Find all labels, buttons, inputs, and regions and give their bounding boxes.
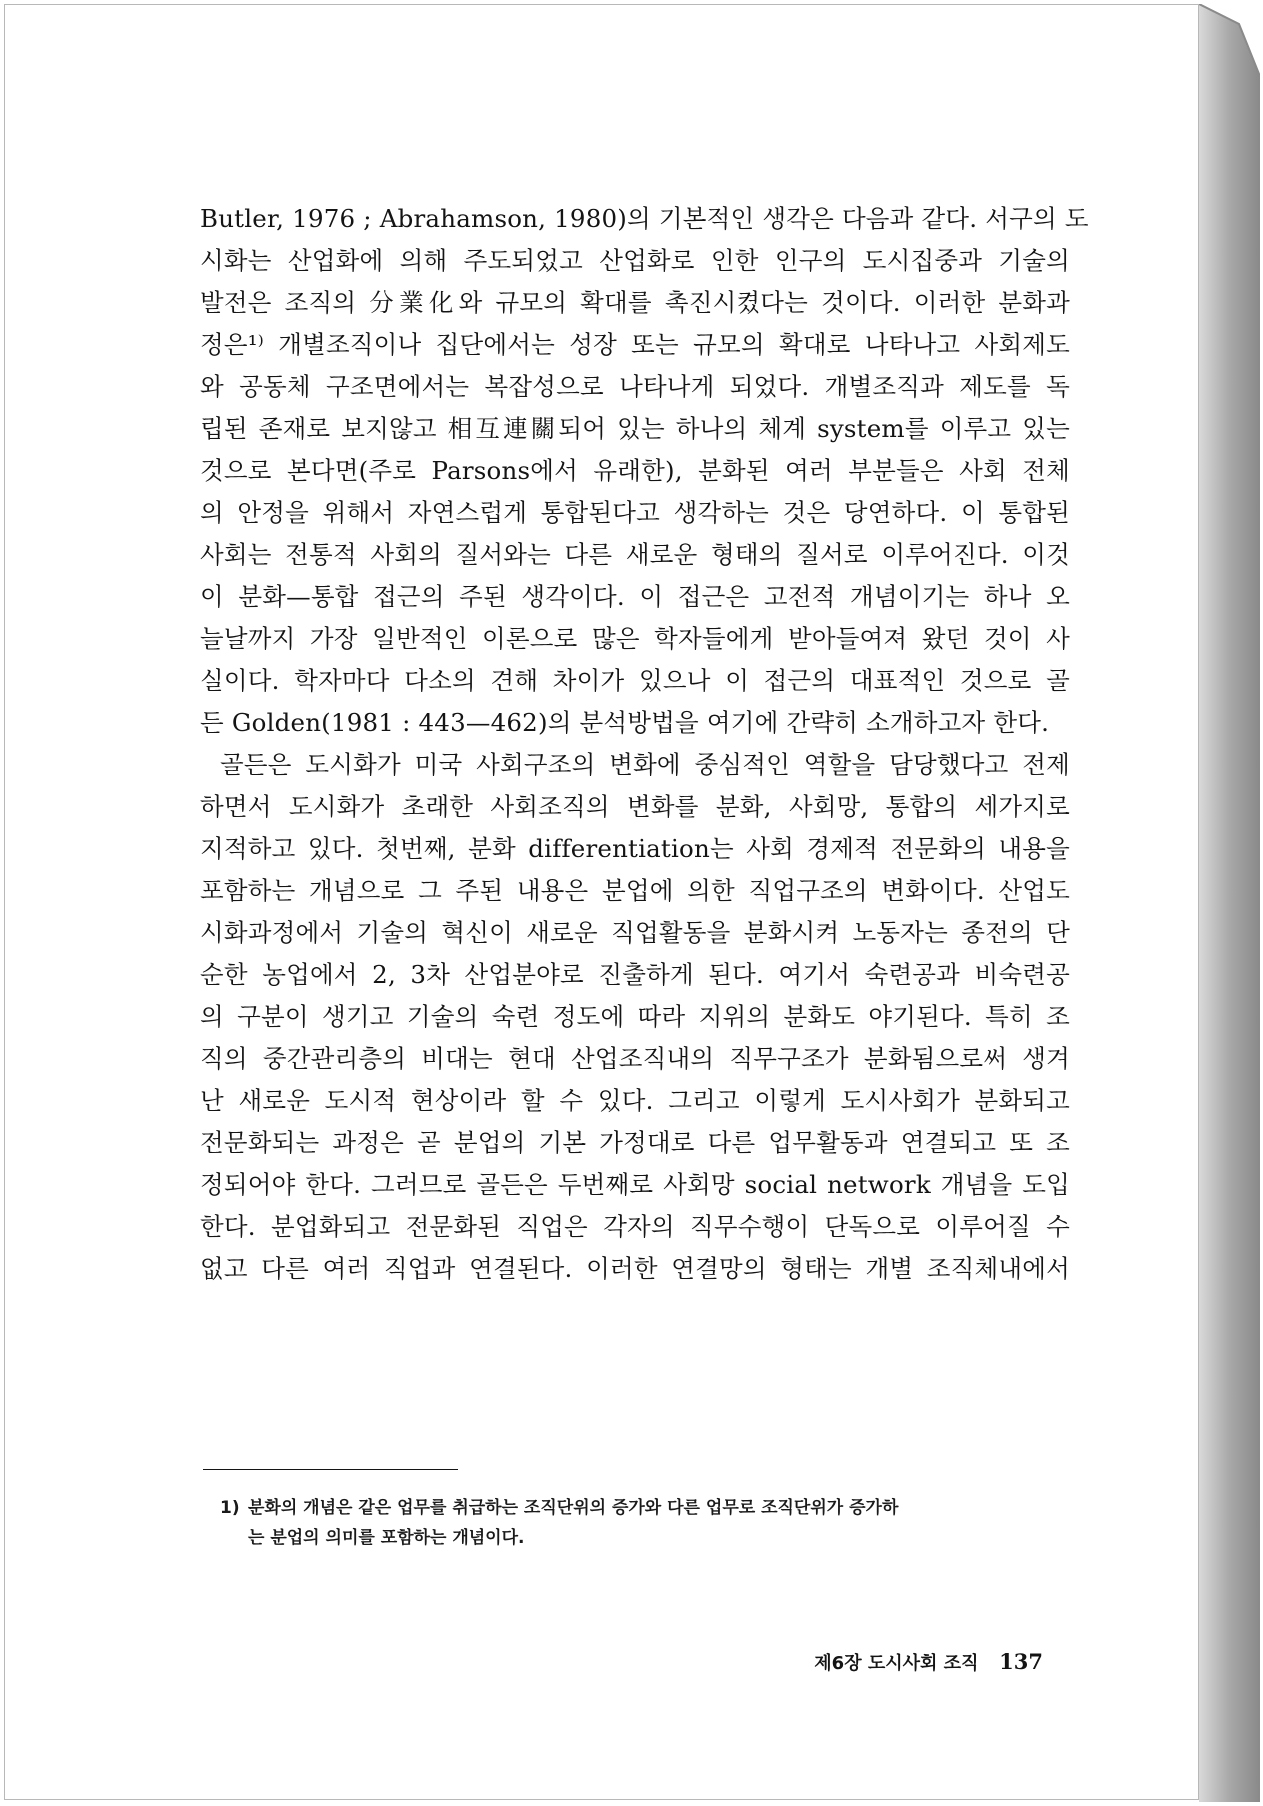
footnote [220,1493,1075,1553]
body-line: 시화과정에서 기술의 혁신이 새로운 직업활동을 분화시켜 노동자는 종전의 단 [200,918,1070,947]
body-line: 실이다. 학자마다 다소의 견해 차이가 있으나 이 접근의 대표적인 것으로 골 [200,666,1070,695]
body-line: 이 분화—통합 접근의 주된 생각이다. 이 접근은 고전적 개념이기는 하나 오 [200,582,1070,611]
body-line: 의 구분이 생기고 기술의 숙련 정도에 따라 지위의 분화도 야기된다. 특히 조 [200,1002,1070,1031]
body-line: 사회는 전통적 사회의 질서와는 다른 새로운 형태의 질서로 이루어진다. 이것 [200,540,1070,569]
body-line: 포함하는 개념으로 그 주된 내용은 분업에 의한 직업구조의 변화이다. 산업도 [200,876,1070,905]
body-line: 발전은 조직의 分業化와 규모의 확대를 촉진시켰다는 것이다. 이러한 분화과 [200,288,1070,317]
body-line: 없고 다른 여러 직업과 연결된다. 이러한 연결망의 형태는 개별 조직체내에서 [200,1254,1070,1283]
body-line: 립된 존재로 보지않고 相互連關되어 있는 하나의 체계 system를 이루고 있는 [200,414,1070,443]
body-line: 의 안정을 위해서 자연스럽게 통합된다고 생각하는 것은 당연하다. 이 통합된 [200,498,1070,527]
footnote-line: 는 분업의 의미를 포함하는 개념이다. [248,1528,525,1548]
page-number: 137 [999,1649,1043,1674]
body-line: 시화는 산업화에 의해 주도되었고 산업화로 인한 인구의 도시집중과 기술의 [200,246,1070,275]
body-line: 하면서 도시화가 초래한 사회조직의 변화를 분화, 사회망, 통합의 세가지로 [200,792,1070,821]
body-line: 것으로 본다면(주로 Parsons에서 유래한), 분화된 여러 부분들은 사회 전체 [200,456,1070,485]
body-line: 와 공동체 구조면에서는 복잡성으로 나타나게 되었다. 개별조직과 제도를 독 [200,372,1070,401]
footnote-line: 분화의 개념은 같은 업무를 취급하는 조직단위의 증가와 다른 업무로 조직단위가 증가하 [248,1498,899,1518]
running-footer [814,1647,1043,1679]
body-line: 늘날까지 가장 일반적인 이론으로 많은 학자들에게 받아들여져 왔던 것이 사 [200,624,1070,653]
body-line: 직의 중간관리층의 비대는 현대 산업조직내의 직무구조가 분화됨으로써 생겨 [200,1044,1070,1073]
body-line: 순한 농업에서 2, 3차 산업분야로 진출하게 된다. 여기서 숙련공과 비숙련공 [200,960,1070,989]
body-line: 정되어야 한다. 그러므로 골든은 두번째로 사회망 social network 개념을 도입 [200,1170,1070,1199]
body-text [200,198,1089,1290]
body-line: 난 새로운 도시적 현상이라 할 수 있다. 그리고 이렇게 도시사회가 분화되고 [200,1086,1070,1115]
footnote-divider [203,1469,458,1470]
body-line: 지적하고 있다. 첫번째, 분화 differentiation는 사회 경제적 전문화의 내용을 [200,834,1070,863]
body-line-paragraph-start: 골든은 도시화가 미국 사회구조의 변화에 중심적인 역할을 담당했다고 전제 [220,750,1070,779]
body-line: 정은¹⁾ 개별조직이나 집단에서는 성장 또는 규모의 확대로 나타나고 사회제도 [200,330,1070,359]
body-line-paragraph-end: 든 Golden(1981 : 443—462)의 분석방법을 여기에 간략히 소개하고자 한다. [200,708,1050,737]
page-edge-shading [1199,4,1263,1802]
body-line: Butler, 1976 ; Abrahamson, 1980)의 기본적인 생각은 다음과 같다. 서구의 도 [200,204,1089,233]
body-line: 한다. 분업화되고 전문화된 직업은 각자의 직무수행이 단독으로 이루어질 수 [200,1212,1070,1241]
chapter-title: 제6장 도시사회 조직 [814,1653,979,1674]
body-line: 전문화되는 과정은 곧 분업의 기본 가정대로 다른 업무활동과 연결되고 또 조 [200,1128,1070,1157]
footnote-marker: 1) [220,1498,240,1518]
